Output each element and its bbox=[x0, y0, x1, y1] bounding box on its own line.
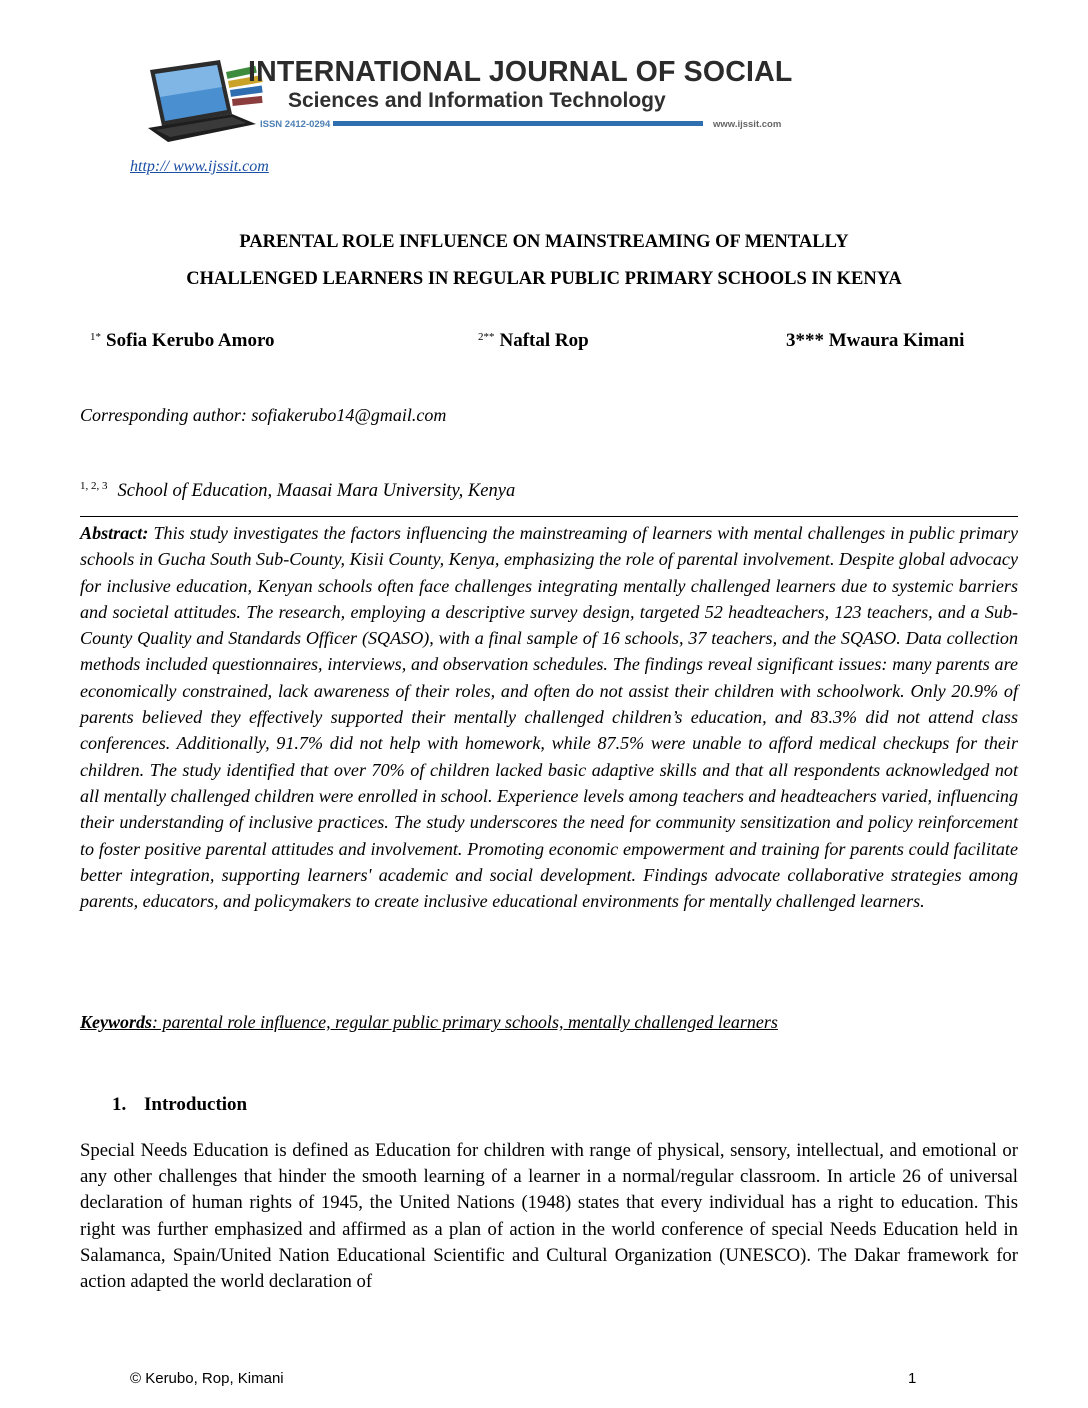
abstract-top-rule bbox=[80, 516, 1018, 517]
affiliation bbox=[80, 480, 515, 502]
journal-issn: ISSN 2412-0294 bbox=[260, 119, 331, 130]
corresponding-author: Corresponding author: sofiakerubo14@gmail.com bbox=[80, 405, 447, 425]
masthead-bar bbox=[333, 121, 703, 126]
author-2-name: Naftal Rop bbox=[499, 330, 589, 351]
introduction-paragraph: Special Needs Education is defined as Education for children with range of physical, sensory, intellectual, and emotional or any other challenges that hinder the smooth learning of a learner in a normal/regular classroom. In article 26 of universal declaration of human rights of 1945, the United Nations (1948) states that every individual has a right to education. This right was further emphasized and affirmed as a plan of action in the world conference of special Needs Education held in Salamanca, Spain/United Nation Educational Scientific and Cultural Organization (UNESCO). The Dakar framework for action adapted the world declaration of bbox=[80, 1140, 1018, 1293]
keywords-label: Keywords bbox=[80, 1012, 152, 1032]
journal-site-link[interactable]: http:// www.ijssit.com bbox=[130, 158, 269, 175]
section-heading bbox=[112, 1094, 247, 1116]
abstract bbox=[80, 520, 1018, 914]
author-3-name: 3*** Mwaura Kimani bbox=[786, 330, 965, 351]
paper-title-line1: PARENTAL ROLE INFLUENCE ON MAINSTREAMING OF MENTALLY bbox=[239, 232, 849, 252]
author-1-name: Sofia Kerubo Amoro bbox=[106, 330, 275, 351]
journal-title: INTERNATIONAL JOURNAL OF SOCIAL bbox=[248, 56, 793, 88]
abstract-text: This study investigates the factors influencing the mainstreaming of learners with mental challenges in public primary schools in Gucha South Sub-County, Kisii County, Kenya, emphasizing the role of parental involvement. Despite global advocacy for inclusive education, Kenyan schools often face challenges integrating mentally challenged learners due to systemic barriers and societal attitudes. The research, employing a descriptive survey design, targeted 52 headteachers, 123 teachers, and a Sub-County Quality and Standards Officer (SQASO), with a final sample of 16 schools, 37 teachers, and the SQASO. Data collection methods included questionnaires, interviews, and observation schedules. The findings reveal significant issues: many parents are economically constrained, lack awareness of their roles, and often do not assist their children with schoolwork. Only 20.9% of parents believed they effectively supported their mentally challenged children’s education, and 83.3% did not attend class conferences. Additionally, 91.7% did not help with homework, while 87.5% were unable to afford medical checkups for their children. The study identified that over 70% of children lacked basic adaptive skills and that all respondents acknowledged not all mentally challenged children were enrolled in school. Experience levels among teachers and headteachers varied, influencing their understanding of inclusive practices. The study underscores the need for community sensitization and policy reinforcement to foster positive parental attitudes and involvement. Promoting economic empowerment and training for parents could facilitate better integration, supporting learners' academic and social development. Findings advocate collaborative strategies among parents, educators, and policymakers to create inclusive educational environments for mentally challenged learners. bbox=[80, 523, 1019, 912]
page-number: 1 bbox=[908, 1370, 917, 1387]
affiliation-text: School of Education, Maasai Mara University, Kenya bbox=[117, 481, 516, 501]
keywords bbox=[80, 1012, 976, 1033]
affiliation-marker: 1, 2, 3 bbox=[80, 480, 108, 492]
footer-copyright: © Kerubo, Rop, Kimani bbox=[130, 1370, 284, 1387]
journal-website: www.ijssit.com bbox=[713, 119, 782, 130]
author-3 bbox=[786, 330, 964, 352]
author-1-marker: 1* bbox=[90, 331, 101, 343]
journal-masthead bbox=[128, 52, 888, 148]
author-2-marker: 2** bbox=[478, 331, 495, 343]
paper-title-line2: CHALLENGED LEARNERS IN REGULAR PUBLIC PRIMARY SCHOOLS IN KENYA bbox=[186, 269, 902, 289]
abstract-label: Abstract: bbox=[80, 523, 149, 543]
journal-subtitle: Sciences and Information Technology bbox=[288, 89, 666, 112]
section-title: Introduction bbox=[144, 1094, 248, 1115]
author-1 bbox=[90, 330, 275, 352]
author-2 bbox=[478, 330, 589, 352]
keywords-text: : parental role influence, regular public primary schools, mentally challenged learners bbox=[152, 1012, 778, 1032]
section-number: 1. bbox=[112, 1094, 127, 1115]
